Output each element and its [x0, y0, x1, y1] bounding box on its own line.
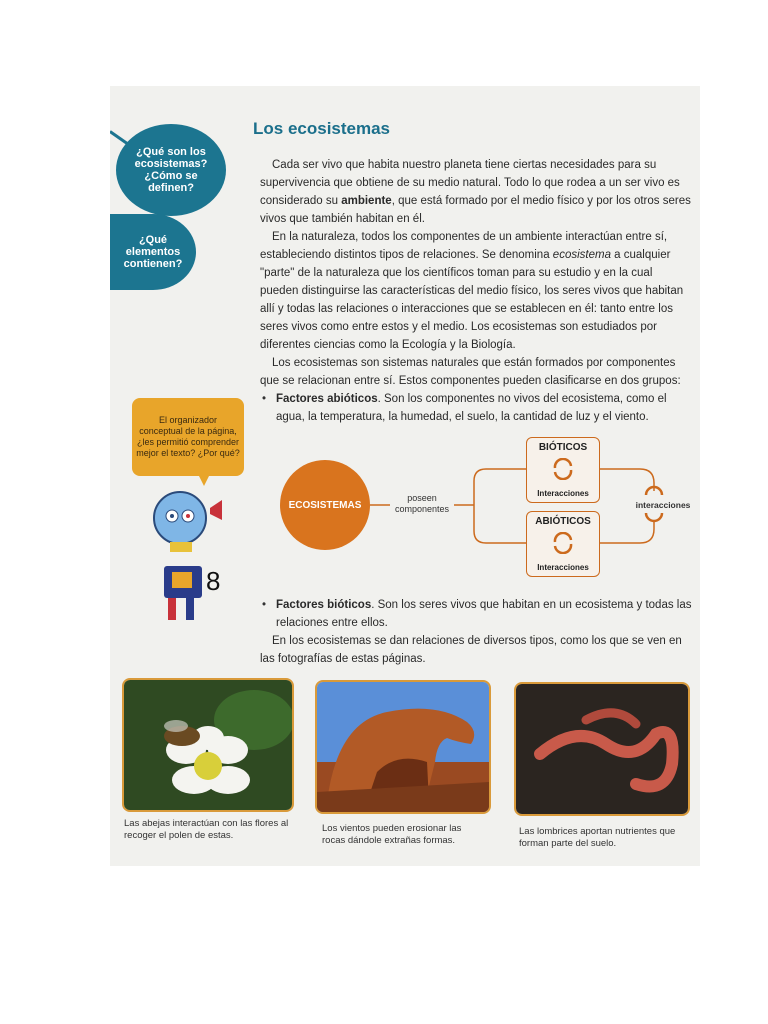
speech-bubble-tail [198, 474, 210, 486]
biotic-box [526, 437, 600, 503]
speech-bubble [132, 398, 244, 476]
caption-rock: Los vientos pueden erosionar las rocas dándole extrañas formas. [322, 823, 462, 846]
rock-image [317, 682, 489, 812]
caption-earthworm: Las lombrices aportan nutrientes que forman parte del suelo. [519, 826, 676, 849]
bullet-abiotic: • Factores abióticos. Son los componentes no vivos del ecosistema, como el agua, la temperatura, la humedad, el suelo, la cantidad de luz y el viento. [260, 390, 692, 426]
question-text-elements: ¿Qué elementos contienen? [123, 234, 183, 270]
page-title: Los ecosistemas [253, 119, 391, 138]
photo-eroded-rock [315, 680, 491, 814]
paragraph-2: En la naturaleza, todos los componentes de un ambiente interactúan entre sí, estableciendo distintos tipos de relaciones. Se denomina ecosistema a cualquier "parte" de la naturaleza que los científicos toman para su estudio y en la cual pueden distinguirse las características del medio físico, los seres vivos que habitan allí y todas las relaciones o interacciones que se establecen en él: tanto entre los seres vivos como entre estos y el medio. Los ecosistemas son estudiados por diferentes ciencias como la Ecología y la Biología. [260, 231, 684, 351]
question-bubble-definition [116, 124, 226, 216]
abiotic-box [526, 511, 600, 577]
ecosystems-node: ECOSISTEMAS [280, 460, 370, 550]
caption-bee: Las abejas interactúan con las flores al recoger el polen de estas. [124, 818, 289, 841]
question-text-definition: ¿Qué son los ecosistemas? ¿Cómo se definen? [134, 146, 208, 194]
biotic-title: BIÓTICOS [538, 442, 588, 453]
abiotic-title: ABIÓTICOS [535, 516, 591, 527]
lower-text [260, 596, 692, 668]
bee-flower-image [124, 680, 292, 810]
photo-earthworm [514, 682, 690, 816]
concept-diagram [270, 429, 700, 599]
question-bubble-elements [110, 214, 196, 290]
earthworm-image [516, 684, 688, 814]
link-label: poseen componentes [394, 493, 450, 514]
textbook-page [110, 86, 700, 866]
svg-text:8: 8 [206, 566, 221, 596]
side-interactions-label: interacciones [635, 500, 691, 510]
main-text [260, 156, 692, 426]
paragraph-3: Los ecosistemas son sistemas naturales que están formados por componentes que se relacionan entre sí. Estos componentes pueden clasificarse en dos grupos: [260, 357, 681, 387]
abiotic-sub: Interacciones [537, 563, 589, 572]
paragraph-1: Cada ser vivo que habita nuestro planeta tiene ciertas necesidades para su supervivencia que obtiene de su medio natural. Todo lo que rodea a un ser vivo es considerado su ambiente, que está formado por el medio físico y por los otros seres vivos que también habitan en él. [260, 159, 691, 225]
robot-lightbulb-illustration [150, 486, 240, 631]
interaction-icon [551, 532, 575, 554]
bullet-biotic: • Factores bióticos. Son los seres vivos que habitan en un ecosistema y todas las relaciones entre ellos. [260, 596, 692, 632]
interaction-icon [551, 458, 575, 480]
paragraph-4: En los ecosistemas se dan relaciones de diversos tipos, como los que se ven en las fotografías de estas páginas. [260, 635, 682, 665]
biotic-sub: Interacciones [537, 489, 589, 498]
photo-bee-flower [122, 678, 294, 812]
speech-bubble-text: El organizador conceptual de la página, ¿les permitió comprender mejor el texto? ¿Por qué? [136, 415, 240, 458]
